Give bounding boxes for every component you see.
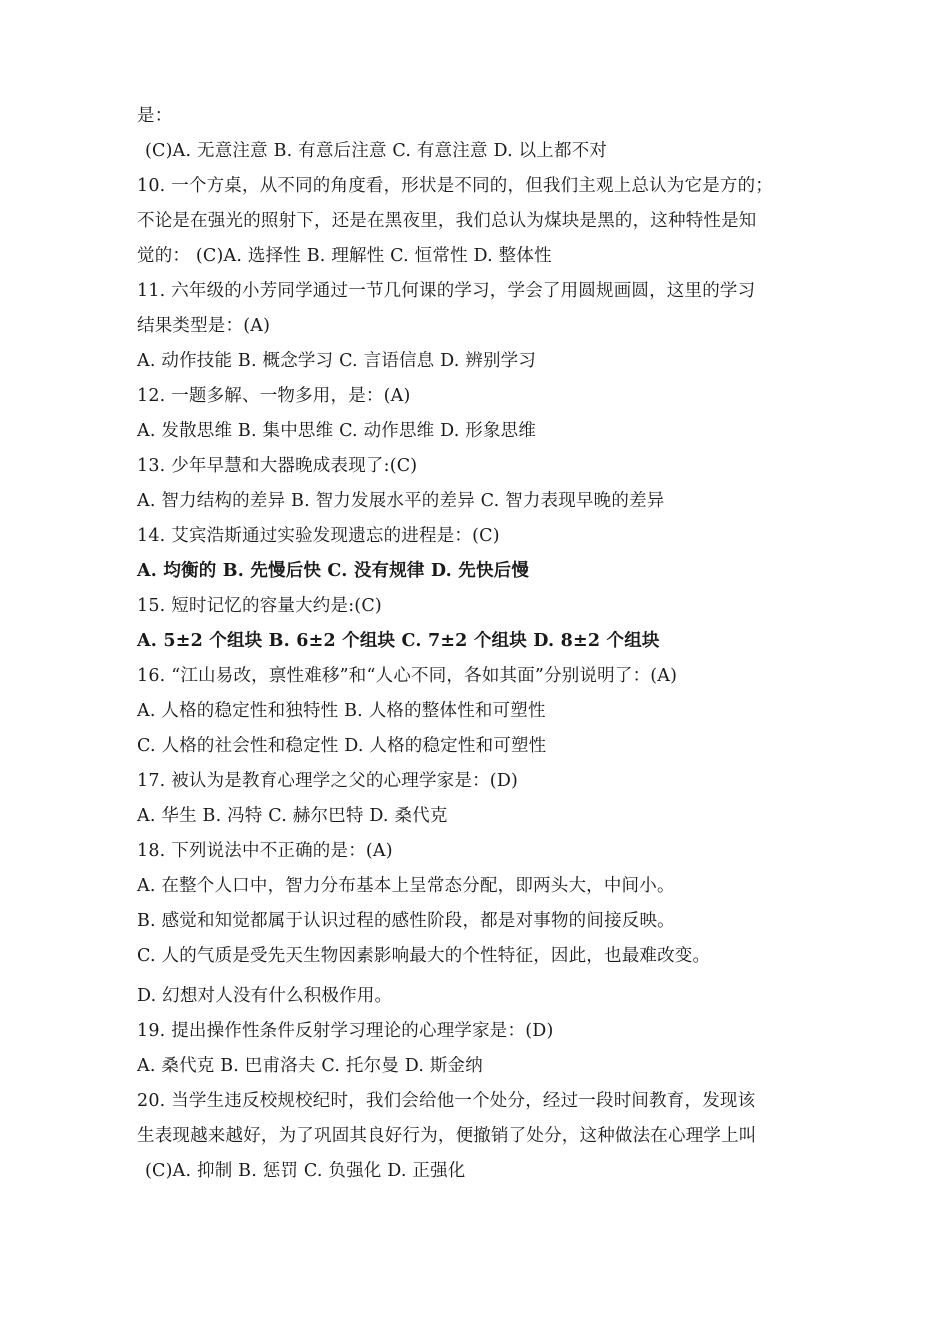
text-line: 结果类型是：(A) bbox=[137, 316, 271, 336]
question-12: 12. 一题多解、一物多用，是：(A) bbox=[137, 386, 411, 406]
text-line: 觉的： (C)A. 选择性 B. 理解性 C. 恒常性 D. 整体性 bbox=[137, 246, 552, 266]
answer-options: C. 人格的社会性和稳定性 D. 人格的稳定性和可塑性 bbox=[137, 736, 547, 756]
question-20: 20. 当学生违反校规校纪时，我们会给他一个处分，经过一段时间教育，发现该 bbox=[137, 1091, 756, 1111]
question-10: 10. 一个方桌，从不同的角度看，形状是不同的，但我们主观上总认为它是方的； bbox=[137, 176, 773, 196]
answer-options: A. 华生 B. 冯特 C. 赫尔巴特 D. 桑代克 bbox=[137, 806, 448, 826]
answer-option-b: B. 感觉和知觉都属于认识过程的感性阶段，都是对事物的间接反映。 bbox=[137, 911, 675, 931]
answer-options: A. 5±2 个组块 B. 6±2 个组块 C. 7±2 个组块 D. 8±2 个组块 bbox=[137, 631, 660, 651]
text-line: 不论是在强光的照射下，还是在黑夜里，我们总认为煤块是黑的，这种特性是知 bbox=[137, 211, 757, 231]
question-19: 19. 提出操作性条件反射学习理论的心理学家是：(D) bbox=[137, 1021, 554, 1041]
answer-option-d: D. 幻想对人没有什么积极作用。 bbox=[137, 986, 393, 1006]
answer-options: (C)A. 抑制 B. 惩罚 C. 负强化 D. 正强化 bbox=[145, 1161, 466, 1181]
question-17: 17. 被认为是教育心理学之父的心理学家是：(D) bbox=[137, 771, 519, 791]
answer-option-c: C. 人的气质是受先天生物因素影响最大的个性特征，因此，也最难改变。 bbox=[137, 946, 711, 966]
answer-options: A. 人格的稳定性和独特性 B. 人格的整体性和可塑性 bbox=[137, 701, 546, 721]
question-18: 18. 下列说法中不正确的是：(A) bbox=[137, 841, 393, 861]
question-15: 15. 短时记忆的容量大约是:(C) bbox=[137, 596, 382, 616]
answer-options: A. 均衡的 B. 先慢后快 C. 没有规律 D. 先快后慢 bbox=[137, 561, 530, 581]
question-11: 11. 六年级的小芳同学通过一节几何课的学习，学会了用圆规画圆，这里的学习 bbox=[137, 281, 756, 301]
question-16: 16. “江山易改，禀性难移”和“人心不同，各如其面”分别说明了：(A) bbox=[137, 666, 678, 686]
question-14: 14. 艾宾浩斯通过实验发现遗忘的进程是：(C) bbox=[137, 526, 500, 546]
answer-option-a: A. 在整个人口中，智力分布基本上呈常态分配，即两头大，中间小。 bbox=[137, 876, 675, 896]
answer-options: A. 动作技能 B. 概念学习 C. 言语信息 D. 辨别学习 bbox=[137, 351, 537, 371]
answer-options: A. 智力结构的差异 B. 智力发展水平的差异 C. 智力表现早晚的差异 bbox=[137, 491, 665, 511]
text-line: 生表现越来越好，为了巩固其良好行为，便撤销了处分，这种做法在心理学上叫 bbox=[137, 1126, 757, 1146]
answer-options: A. 桑代克 B. 巴甫洛夫 C. 托尔曼 D. 斯金纳 bbox=[137, 1056, 483, 1076]
text-line: 是： bbox=[137, 106, 173, 126]
answer-options: (C)A. 无意注意 B. 有意后注意 C. 有意注意 D. 以上都不对 bbox=[145, 141, 608, 161]
question-13: 13. 少年早慧和大器晚成表现了:(C) bbox=[137, 456, 418, 476]
answer-options: A. 发散思维 B. 集中思维 C. 动作思维 D. 形象思维 bbox=[137, 421, 537, 441]
